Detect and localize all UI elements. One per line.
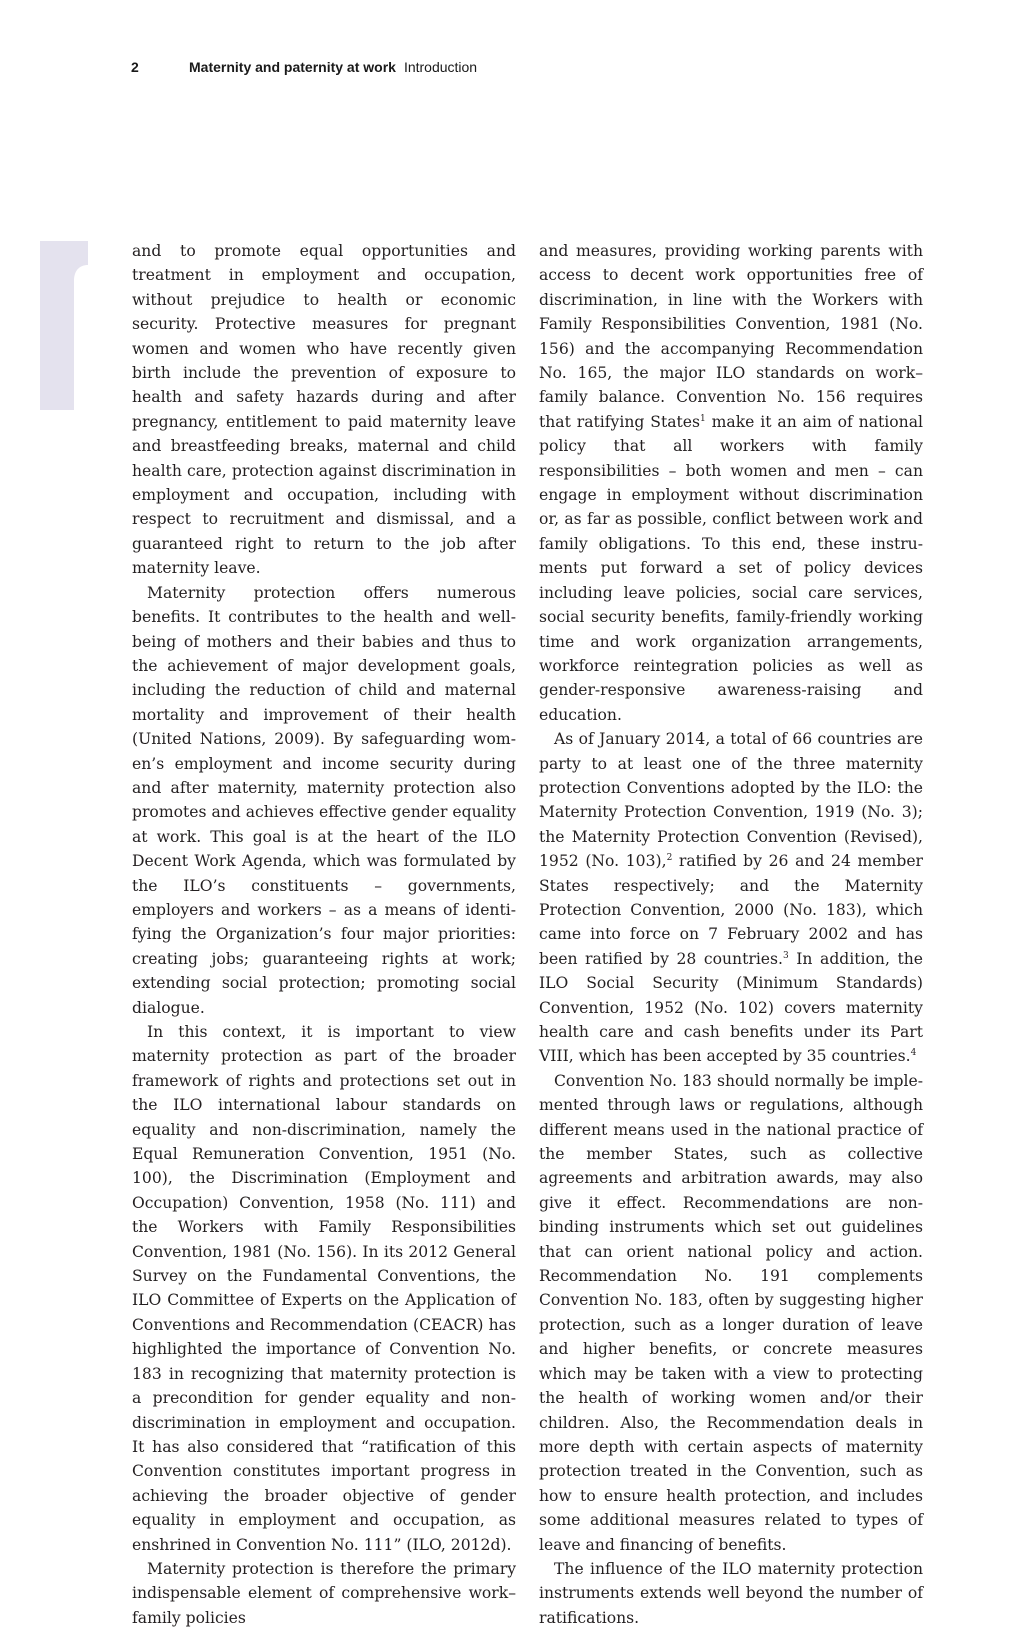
paragraph: The influence of the ILO maternity protection instruments extends well beyond the number of ratifications. [539, 1559, 923, 1627]
paragraph-text: ratified by 26 and 24 member States respectively; and the Maternity Protection Convention, 2000 (No. 183), which came into force on 7 February 2002 and has been ratified by 28 countries. [539, 852, 923, 968]
footnote-ref: 4 [910, 1048, 917, 1059]
paragraph: and to promote equal opportunities and treatment in employment and occupation, without prejudice to health or economic security. Protective measures for pregnant women and women who have recently given birth include the prevention of exposure to health and safety hazards during and after pregnancy, entitlement to paid maternity leave and breastfeeding breaks, maternal and child health care, protection against discrimination in employment and occupation, including with respect to recruitment and dismissal, and a guaranteed right to return to the job after maternity leave. [132, 242, 516, 578]
paragraph-text: make it an aim of national policy that all workers with family responsibilities – both women and men – can engage in employment without discrimination or, as far as possible, conflict between work and family obligations. To this end, these instruments put forward a set of policy devices including leave policies, social care services, social security benefits, family-friendly working time and work organization arrangements, workforce reintegration policies as well as gender-responsive awareness-raising and education. [539, 412, 923, 724]
footnote-ref: 3 [783, 950, 789, 961]
paragraph: Convention No. 183 should normally be implemented through laws or regulations, although different means used in the national practice of the member States, such as collective agreements and arbitration awards, may also give it effect. Recommendations are non-binding instruments which set out guidelines that can orient national policy and action. Recommendation No. 191 complements Convention No. 183, often by suggesting higher protection, such as a longer duration of leave and higher benefits, or concrete measures which may be taken with a view to protecting the health of working women and/or their children. Also, the Recommendation deals in more depth with certain aspects of maternity protection treated in the Convention, such as how to ensure health protection, and includes some additional measures related to types of leave and financing of benefits. [539, 1071, 923, 1554]
paragraph [539, 239, 923, 727]
paragraph: Maternity protection is therefore the primary indispensable element of comprehensive work–family policies [132, 1559, 516, 1627]
page-number: 2 [131, 59, 139, 75]
running-header [131, 59, 477, 81]
left-column [132, 239, 516, 1630]
decorative-initial-letter [40, 241, 88, 410]
footnote-ref: 1 [700, 413, 706, 424]
paragraph: Maternity protection offers numerous benefits. It contributes to the health and well-being of mothers and their babies and thus to the achievement of major development goals, including the reduction of child and maternal mortality and improvement of their health (United Nations, 2009). By safeguarding women’s employment and income security during and after maternity, maternity protection also promotes and achieves effective gender equality at work. This goal is at the heart of the ILO Decent Work Agenda, which was formulated by the ILO’s constituents – governments, employers and workers – as a means of identifying the Organization’s four major priorities: creating jobs; guaranteeing rights at work; extending social protection; promoting social dialogue. [132, 583, 517, 1017]
right-column [539, 239, 923, 1630]
book-title: Maternity and paternity at work [189, 59, 396, 75]
paragraph-text: As of January 2014, a total of 66 countries are party to at least one of the three maternity protection Conventions adopted by the ILO: the Maternity Protection Convention, 1919 (No. 3); the Maternity Protection Convention (Revised), 1952 (No. 103), [539, 730, 923, 871]
chapter-title: Introduction [403, 59, 478, 75]
paragraph: In this context, it is important to view maternity protection as part of the broader framework of rights and protections set out in the ILO international labour standards on equality and non-discrimination, namely the Equal Remuneration Convention, 1951 (No. 100), the Discrimination (Employment and Occupation) Convention, 1958 (No. 111) and the Workers with Family Responsibilities Convention, 1981 (No. 156). In its 2012 General Survey on the Fundamental Conventions, the ILO Committee of Experts on the Application of Conventions and Recommendation (CEACR) has highlighted the importance of Convention No. 183 in recognizing that maternity protection is a precondition for gender equality and non-discrimination in employment and occupation. It has also considered that “ratification of this Convention constitutes important progress in achieving the broader objective of gender equality in employment and occupation, as enshrined in Convention No. 111” (ILO, 2012d). [132, 1023, 516, 1554]
footnote-ref: 2 [666, 853, 673, 864]
paragraph-text: In addition, the ILO Social Security (Minimum Standards) Convention, 1952 (No. 102) covers maternity health care and cash benefits under its Part VIII, which has been accepted by 35 countries. [539, 949, 923, 1066]
paragraph [539, 727, 923, 1069]
paragraph-text: and measures, providing working parents with access to decent work opportunities free of discrimination, in line with the Workers with Family Responsibilities Convention, 1981 (No. 156) and the accompanying Recommendation No. 165, the major ILO standards on work–family balance. Convention No. 156 requires that ratifying States [539, 242, 923, 431]
